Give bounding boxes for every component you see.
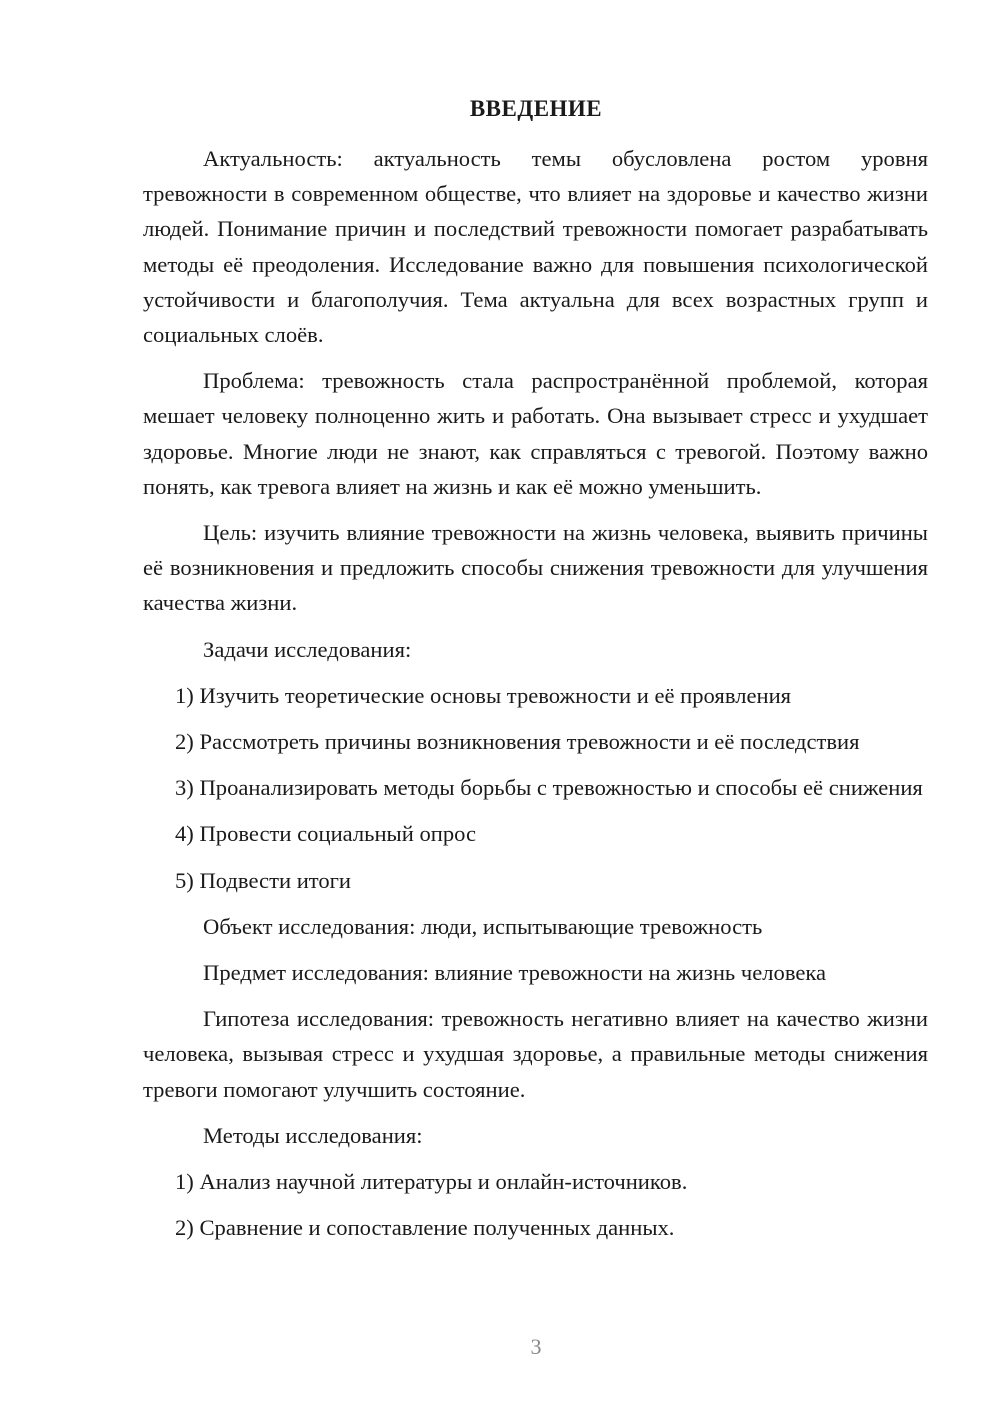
problem-paragraph: Проблема: тревожность стала распространённой проблемой, которая мешает человеку полноценно жить и работать. Она вызывает стресс и ухудшает здоровье. Многие люди не знают, как справляться с тревогой. Поэтому важно понять, как тревога влияет на жизнь и как её можно уменьшить. — [143, 368, 928, 499]
document-body — [143, 141, 928, 1245]
subject-paragraph: Предмет исследования: влияние тревожности на жизнь человека — [203, 960, 827, 986]
task-item-4: 4) Провести социальный опрос — [175, 821, 477, 847]
method-item-2: 2) Сравнение и сопоставление полученных данных. — [175, 1215, 675, 1241]
task-item-3: 3) Проанализировать методы борьбы с тревожностью и способы её снижения — [175, 775, 923, 801]
methods-label: Методы исследования: — [203, 1122, 423, 1148]
goal-paragraph: Цель: изучить влияние тревожности на жизнь человека, выявить причины её возникновения и предложить способы снижения тревожности для улучшения качества жизни. — [143, 520, 928, 616]
task-item-2: 2) Рассмотреть причины возникновения тревожности и её последствия — [175, 729, 860, 755]
task-item-5: 5) Подвести итоги — [175, 867, 352, 893]
task-item-1: 1) Изучить теоретические основы тревожности и её проявления — [175, 682, 792, 708]
tasks-label: Задачи исследования: — [203, 636, 412, 662]
page-number: 3 — [530, 1334, 542, 1359]
hypothesis-paragraph: Гипотеза исследования: тревожность негативно влияет на качество жизни человека, вызывая стресс и ухудшая здоровье, а правильные методы снижения тревоги помогают улучшить состояние. — [143, 1006, 928, 1102]
page-title: ВВЕДЕНИЕ — [469, 96, 603, 121]
method-item-1: 1) Анализ научной литературы и онлайн-источников. — [175, 1169, 688, 1195]
relevance-paragraph: Актуальность: актуальность темы обусловлена ростом уровня тревожности в современном обществе, что влияет на здоровье и качество жизни людей. Понимание причин и последствий тревожности помогает разрабатывать методы её преодоления. Исследование важно для повышения психологической устойчивости и благополучия. Тема актуальна для всех возрастных групп и социальных слоёв. — [143, 146, 928, 348]
object-paragraph: Объект исследования: люди, испытывающие тревожность — [203, 913, 763, 939]
